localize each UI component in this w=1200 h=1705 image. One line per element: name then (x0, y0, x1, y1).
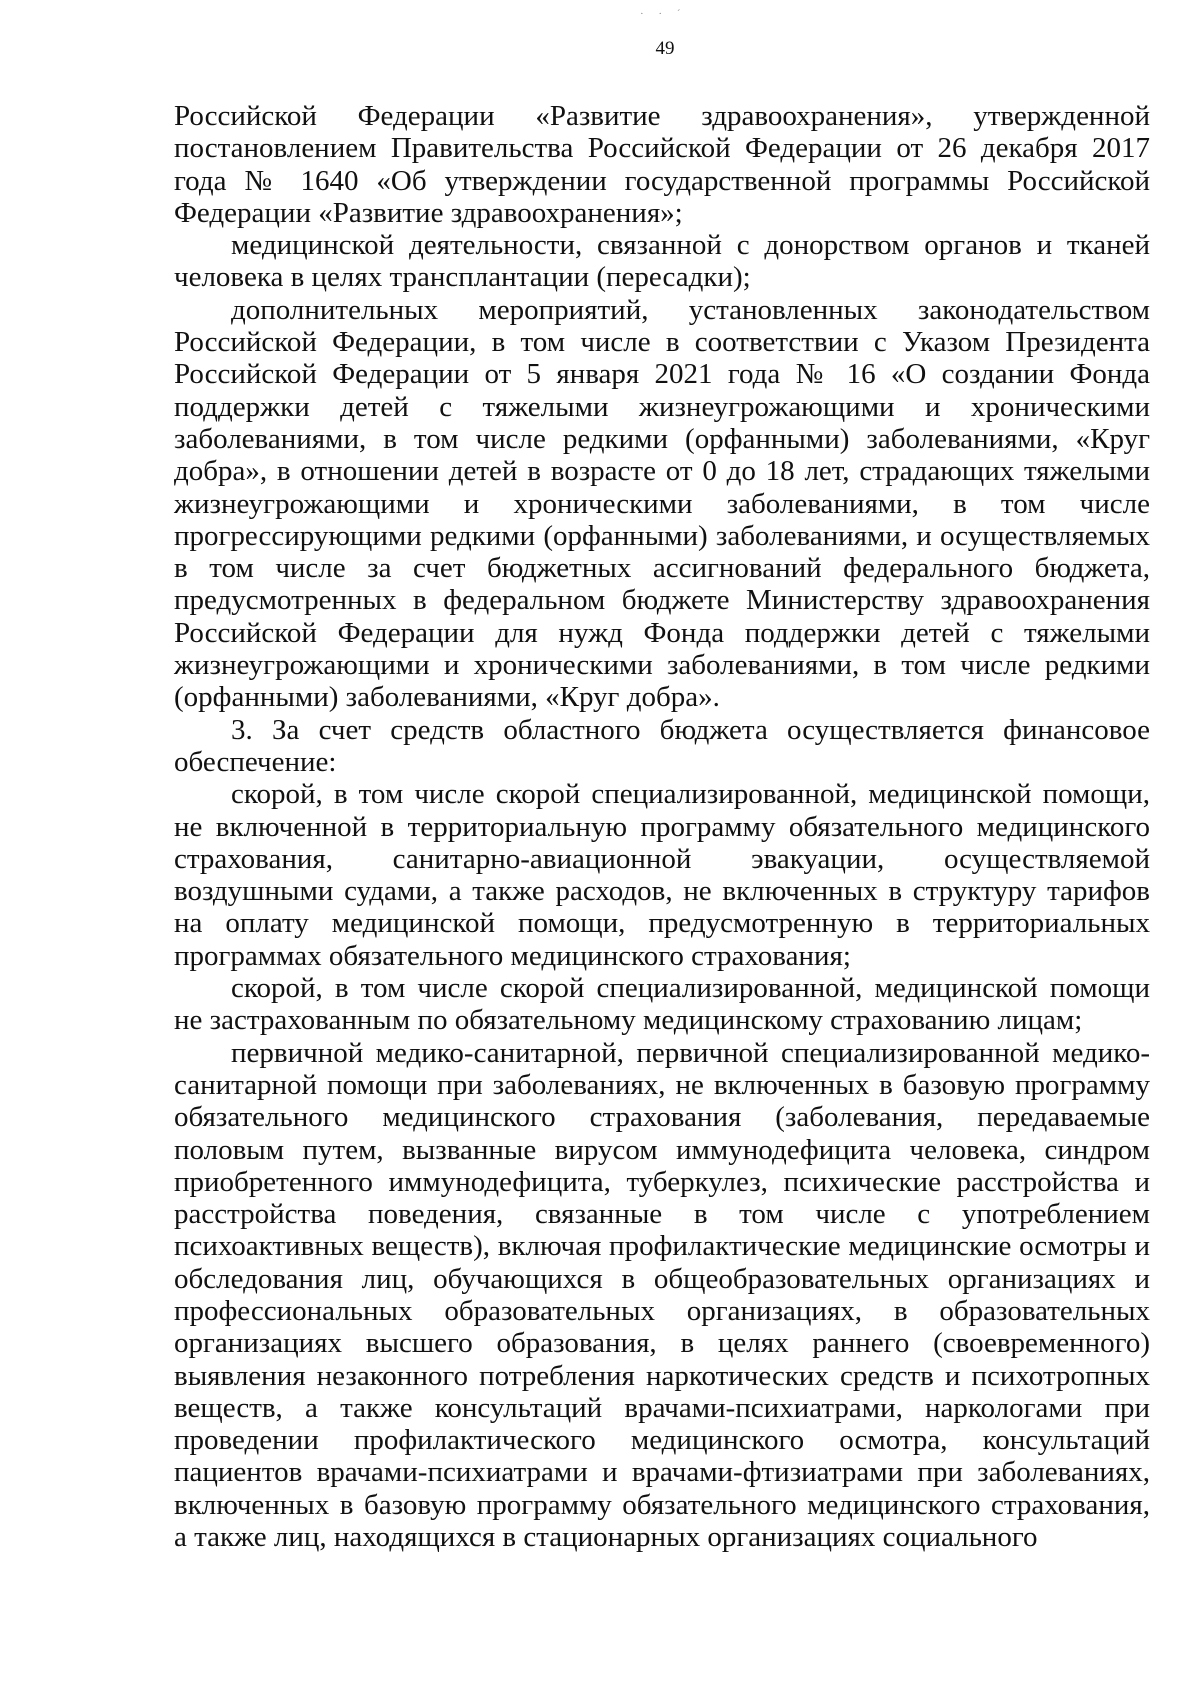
paragraph-emergency-care: скорой, в том числе скорой специализированной, медицинской помощи, не включенной в территориальную программу обязательного медицинского страхования, санитарно-авиационной эвакуации, осуществляемой воздушными судами, а также расходов, не включенных в структуру тарифов на оплату медицинской помощи, предусмотренную в территориальных программах обязательного медицинского страхования; (174, 778, 1150, 972)
document-body (174, 100, 1150, 1553)
paragraph-organ-donation: медицинской деятельности, связанной с донорством органов и тканей человека в целях трансплантации (пересадки); (174, 229, 1150, 294)
paragraph-primary-care: первичной медико-санитарной, первичной специализированной медико-санитарной помощи при заболеваниях, не включенных в базовую программу обязательного медицинского страхования (заболевания, передаваемые половым путем, вызванные вирусом иммунодефицита человека, синдром приобретенного иммунодефицита, туберкулез, психические расстройства и расстройства поведения, связанные в том числе с употреблением психоактивных веществ), включая профилактические медицинские осмотры и обследования лиц, обучающихся в общеобразовательных организациях и профессиональных образовательных организациях, в образовательных организациях высшего образования, в целях раннего (своевременного) выявления незаконного потребления наркотических средств и психотропных веществ, а также консультаций врачами-психиатрами, наркологами при проведении профилактического медицинского осмотра, консультаций пациентов врачами-психиатрами и врачами-фтизиатрами при заболеваниях, включенных в базовую программу обязательного медицинского страхования, а также лиц, находящихся в стационарных организациях социального (174, 1036, 1150, 1554)
page-number: 49 (655, 38, 675, 59)
paragraph-additional-measures: дополнительных мероприятий, установленных законодательством Российской Федерации, в том числе в соответствии с Указом Президента Российской Федерации от 5 января 2021 года № 16 «О создании Фонда поддержки детей с тяжелыми жизнеугрожающими и хроническими заболеваниями, в том числе редкими (орфанными) заболеваниями, «Круг добра», в отношении детей в возрасте от 0 до 18 лет, страдающих тяжелыми жизнеугрожающими и хроническими заболеваниями, в том числе прогрессирующими редкими (орфанными) заболеваниями, и осуществляемых в том числе за счет бюджетных ассигнований федерального бюджета, предусмотренных в федеральном бюджете Министерству здравоохранения Российской Федерации для нужд Фонда поддержки детей с тяжелыми жизнеугрожающими и хроническими заболеваниями, в том числе редкими (орфанными) заболеваниями, «Круг добра». (174, 293, 1150, 714)
paragraph-continuation: Российской Федерации «Развитие здравоохранения», утвержденной постановлением Правительства Российской Федерации от 26 декабря 2017 года № 1640 «Об утверждении государственной программы Российской Федерации «Развитие здравоохранения»; (174, 100, 1150, 229)
scan-artifact: · · ˊ (640, 8, 687, 20)
paragraph-item-3: 3. За счет средств областного бюджета осуществляется финансовое обеспечение: (174, 713, 1150, 778)
paragraph-uninsured-emergency: скорой, в том числе скорой специализированной, медицинской помощи не застрахованным по обязательному медицинскому страхованию лицам; (174, 972, 1150, 1037)
